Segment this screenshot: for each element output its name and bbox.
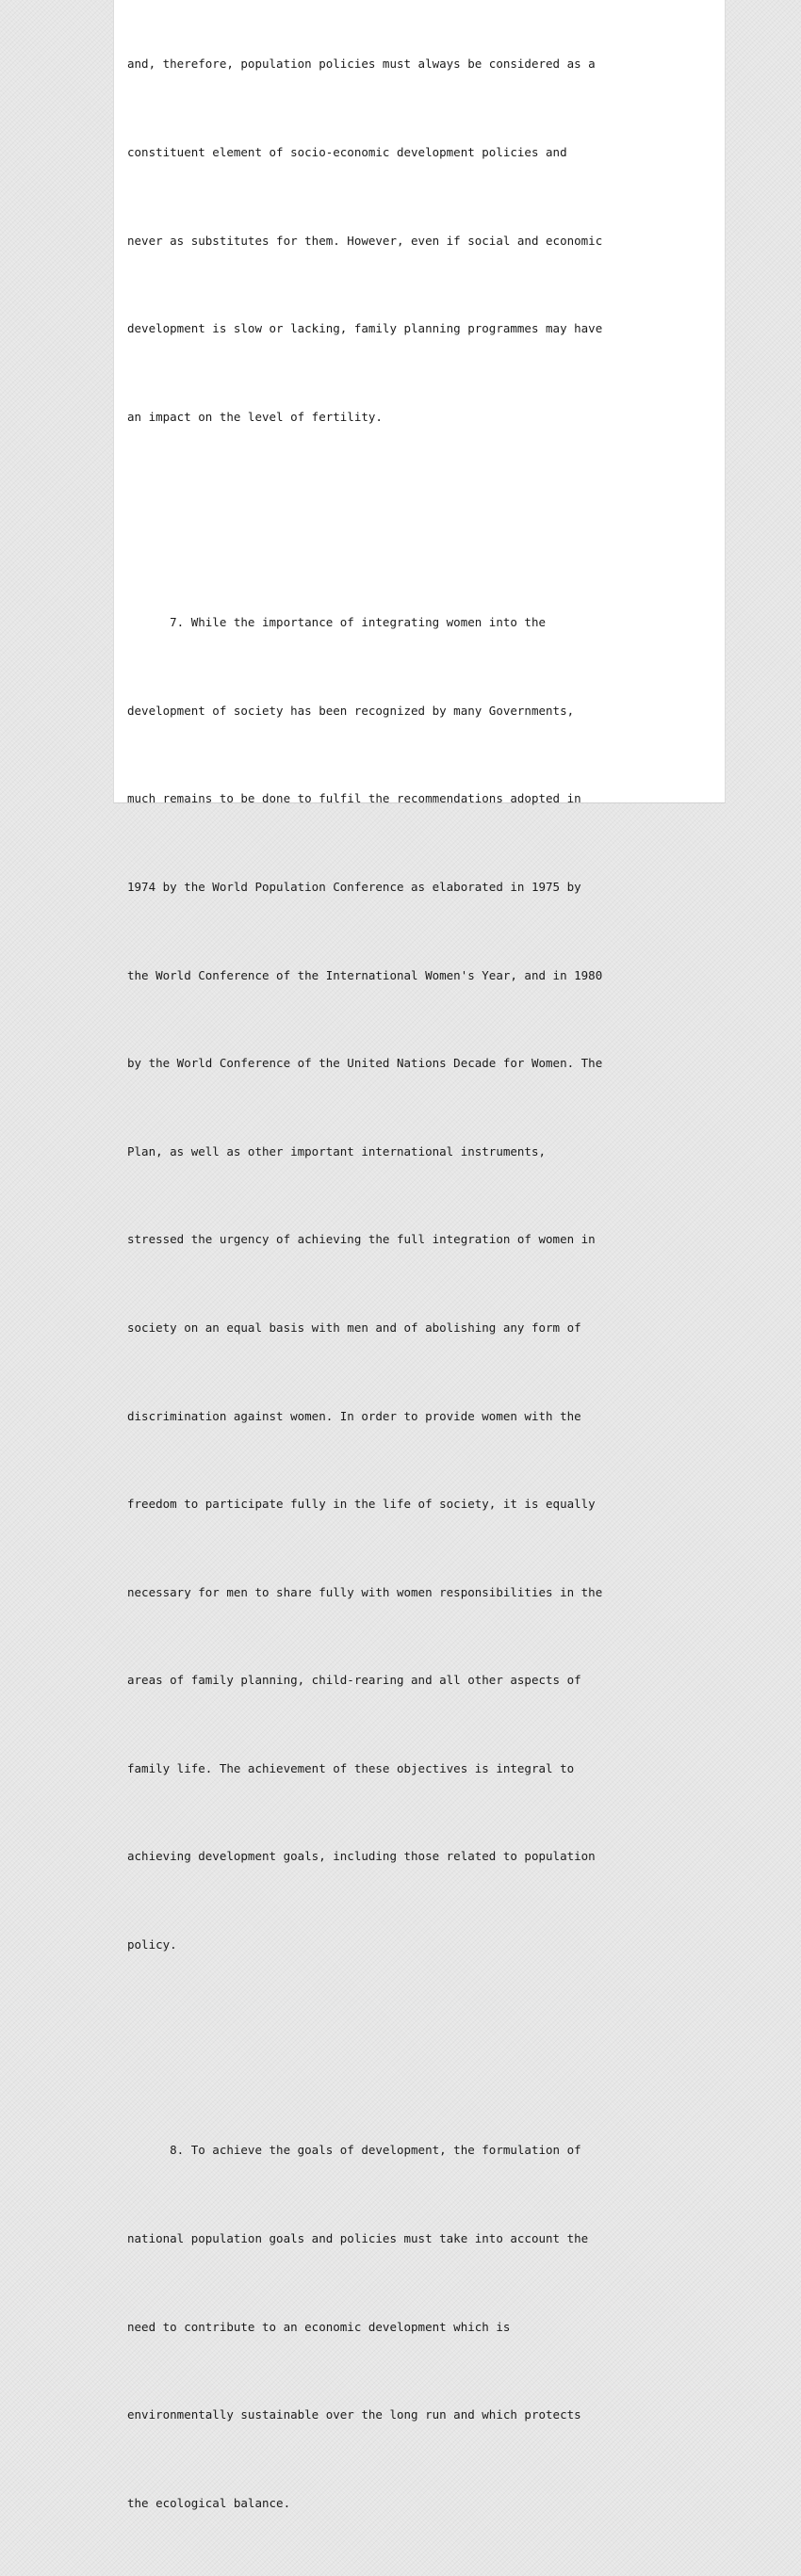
text-line: 8. To achieve the goals of development, the formulation of	[127, 2143, 581, 2158]
document-page	[113, 0, 726, 2510]
text-line: society on an equal basis with men and of abolishing any form of	[127, 1320, 581, 1335]
text-line: by the World Conference of the United Nations Decade for Women. The	[127, 1056, 603, 1071]
paragraph-gap	[127, 490, 602, 519]
text-line: freedom to participate fully in the life of society, it is equally	[127, 1497, 596, 1512]
text-line: and, therefore, population policies must always be considered as a	[127, 57, 596, 72]
text-line: achieving development goals, including those related to population	[127, 1849, 596, 1864]
text-line: 1974 by the World Population Conference as elaborated in 1975 by	[127, 879, 581, 894]
text-line: areas of family planning, child-rearing and all other aspects of	[127, 1673, 581, 1688]
document-text	[127, 0, 602, 2576]
text-line: the ecological balance.	[127, 2495, 291, 2510]
text-line: development of society has been recognized by many Governments,	[127, 703, 575, 718]
text-line: environmentally sustainable over the long run and which protects	[127, 2407, 581, 2422]
text-line: family life. The achievement of these objectives is integral to	[127, 1760, 575, 1775]
text-line: policy.	[127, 1937, 177, 1952]
text-line: much remains to be done to fulfil the recommendations adopted in	[127, 791, 581, 806]
text-line: Plan, as well as other important international instruments,	[127, 1143, 547, 1158]
paragraph-gap	[127, 2018, 602, 2048]
text-line: constituent element of socio-economic development policies and	[127, 145, 567, 159]
text-line: discrimination against women. In order to provide women with the	[127, 1408, 581, 1423]
text-line: national population goals and policies must take into account the	[127, 2231, 589, 2246]
text-line: need to contribute to an economic development which is	[127, 2319, 511, 2334]
text-line: an impact on the level of fertility.	[127, 409, 383, 424]
text-line: 7. While the importance of integrating women into the	[127, 615, 547, 630]
text-line: the World Conference of the International Women's Year, and in 1980	[127, 967, 603, 982]
text-line: stressed the urgency of achieving the full integration of women in	[127, 1232, 596, 1247]
text-line: never as substitutes for them. However, even if social and economic	[127, 233, 603, 248]
text-line: development is slow or lacking, family planning programmes may have	[127, 321, 603, 336]
text-line: necessary for men to share fully with women responsibilities in the	[127, 1584, 603, 1599]
